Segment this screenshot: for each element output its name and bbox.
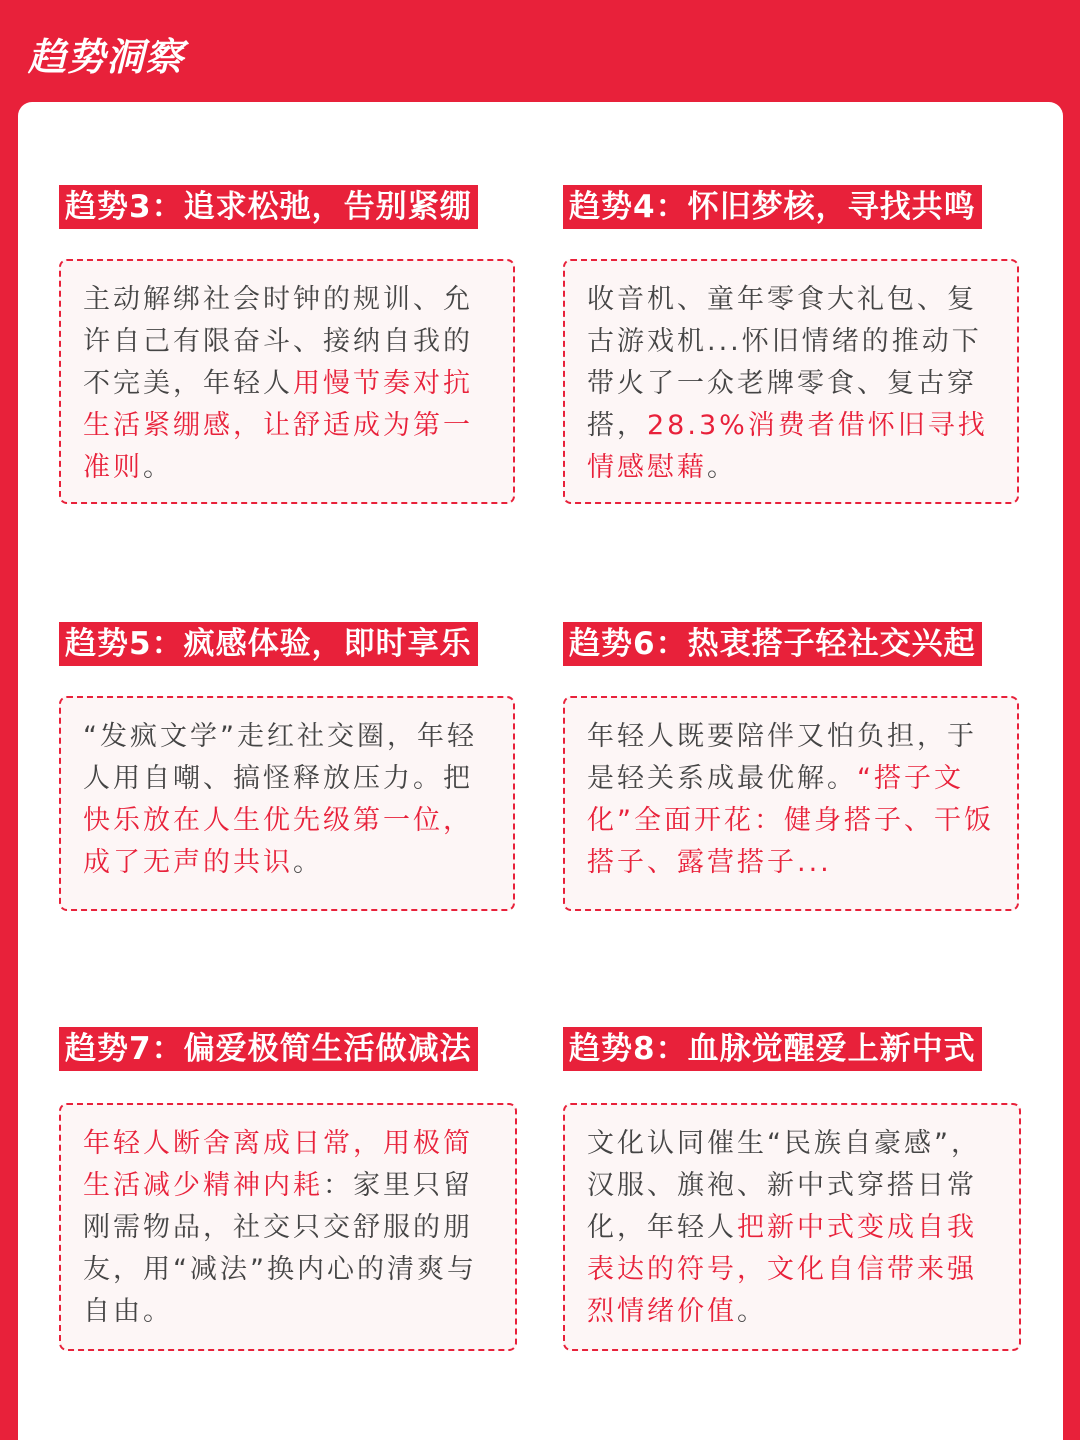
trend-text: 主动解绑社会时钟的规训、允许自己有限奋斗、接纳自我的不完美，年轻人	[83, 284, 473, 399]
trend-text-end: 。	[737, 1296, 767, 1327]
trend-highlight: 快乐放在人生优先级第一位，成了无声的共识	[83, 805, 473, 878]
trend-title: 趋势8：血脉觉醒爱上新中式	[563, 1027, 982, 1071]
trend-title: 趋势3：追求松弛，告别紧绷	[59, 185, 478, 229]
trend-title: 趋势7：偏爱极简生活做减法	[59, 1027, 478, 1071]
trend-title: 趋势4：怀旧梦核，寻找共鸣	[563, 185, 982, 229]
trend-text: 文化认同催生“民族自豪感”，汉服、旗袍、新中式穿搭日常化，年轻人	[587, 1128, 981, 1243]
trend-text-end: 。	[293, 847, 323, 878]
page-title: 趋势洞察	[28, 35, 185, 79]
trend-card	[563, 696, 1019, 911]
trend-text: 收音机、童年零食大礼包、复古游戏机...怀旧情绪的推动下带火了一众老牌零食、复古穿搭，	[587, 284, 982, 441]
trend-text: “发疯文学”走红社交圈，年轻人用自嘲、搞怪释放压力。把	[83, 721, 477, 794]
trend-text-end: ：家里只留刚需物品，社交只交舒服的朋友，用“减法”换内心的清爽与自由。	[83, 1170, 477, 1327]
trend-card	[59, 1103, 517, 1351]
trend-highlight: 把新中式变成自我表达的符号，文化自信带来强烈情绪价值	[587, 1212, 977, 1327]
trend-card	[563, 259, 1019, 504]
trend-highlight: 年轻人断舍离成日常，用极简生活减少精神内耗	[83, 1128, 473, 1201]
trend-text-end: 。	[143, 452, 173, 483]
trend-title: 趋势6：热衷搭子轻社交兴起	[563, 622, 982, 666]
trend-card	[59, 259, 515, 504]
trend-card	[59, 696, 515, 911]
trend-highlight: 28.3%消费者借怀旧寻找情感慰藉	[587, 410, 988, 483]
trend-highlight: 用慢节奏对抗生活紧绷感，让舒适成为第一准则	[83, 368, 473, 483]
trend-title: 趋势5：疯感体验，即时享乐	[59, 622, 478, 666]
trend-text: 年轻人既要陪伴又怕负担，于是轻关系成最优解。	[587, 721, 977, 794]
trend-text-end: 。	[707, 452, 737, 483]
trend-card	[563, 1103, 1021, 1351]
trend-highlight: “搭子文化”全面开花：健身搭子、干饭搭子、露营搭子...	[587, 763, 994, 878]
